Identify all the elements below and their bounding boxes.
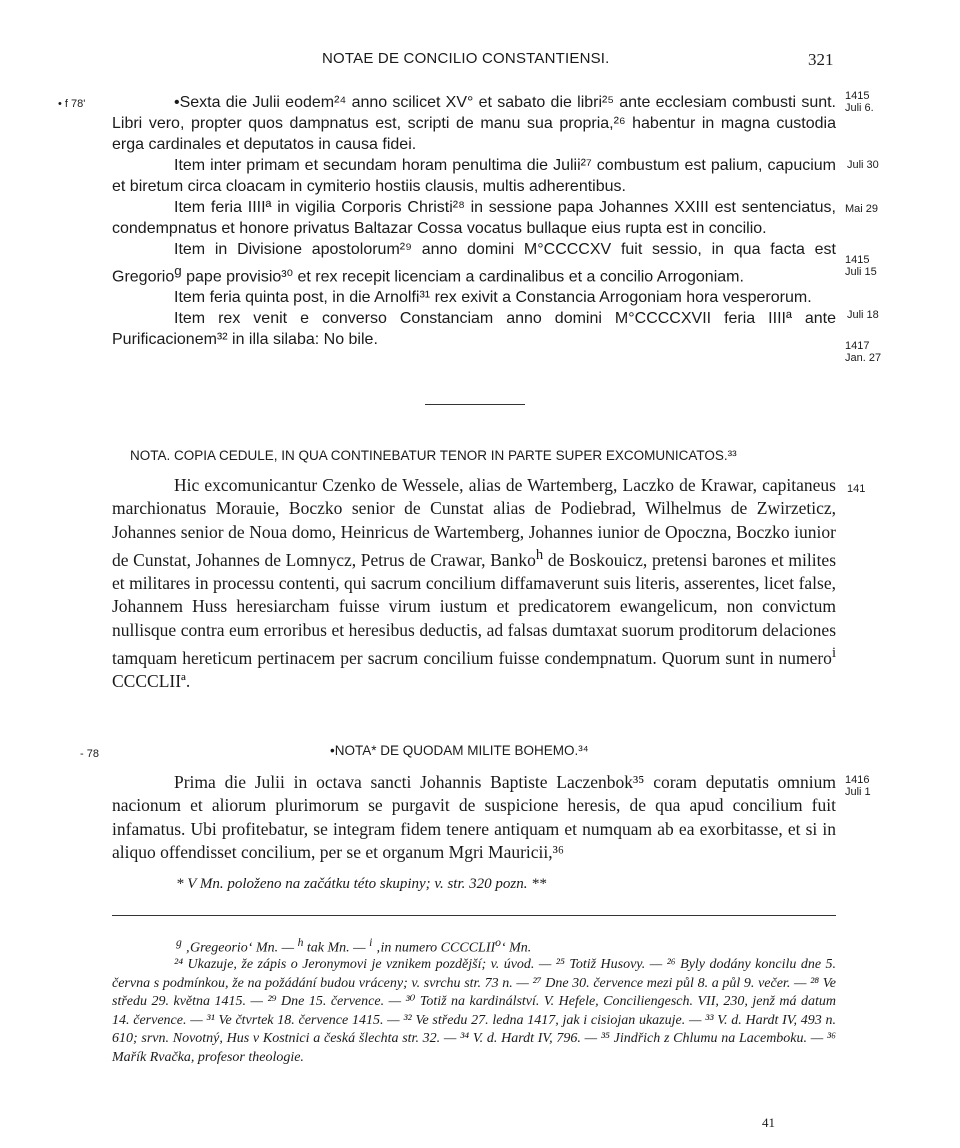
editorial-note: * V Mn. položeno na začátku této skupiny; v. str. 320 pozn. ** <box>176 876 547 892</box>
paragraph: Prima die Julii in octava sancti Johannis Baptiste Laczenbok³⁵ coram deputatis omnium nacionum et aliorum plurimorum se purgavit de suspicione heresis, de qua apud concilium fuit infamatus. Ubi profitebatur, se integram fidem tenere antiquam et numquam ab ea exorbitasse, et si in aliquo offendisset concilium, per se et organum Mgri Mauricii,³⁶ <box>112 772 836 862</box>
paragraph: •Sexta die Julii eodem²⁴ anno scilicet XV° et sabato die libri²⁵ ante ecclesiam combusti sunt. Libri vero, propter quos dampnatus est, scripti de manu sua propria,²⁶ habentur in magna custodia erga cardinales et deputatos in causa fidei. <box>112 94 836 153</box>
margin-date: Juli 18 <box>847 309 879 321</box>
paragraph: Item inter primam et secundam horam penultima die Julii²⁷ combustum est palium, capucium et biretum circa cloacam in cymiterio hostiis clausis, multis adherentibus. <box>112 157 836 195</box>
nota-heading: •NOTA* DE QUODAM MILITE BOHEMO.³⁴ <box>330 743 589 758</box>
margin-date-year: 1416 <box>845 774 870 786</box>
margin-date-year: 1415 <box>845 254 870 266</box>
footnotes: ²⁴ Ukazuje, že zápis o Jeronymovi je vznikem pozdější; v. úvod. — ²⁵ Totiž Husovy. — ²⁶ Byly dodány koncilu dne 5. června s podmínkou, že na požádání budou vráceny; v. svrchu str. 73 n. — ²⁷ Dne 30. července mezi půl 8. a půl 9. večer. — ²⁸ Ve středu 29. května 1415. — ²⁹ Dne 15. července. — ³⁰ Totiž na kardinálství. V. Hefele, Conciliengesch. VII, 230, jenž má datum 14. července. — ³¹ Ve čtvrtek 18. července 1415. — ³² Ve středu 27. ledna 1417, jak i cisiojan ukazuje. — ³³ V. d. Hardt IV, 493 n. 610; srvn. Novotný, Hus v Kostnici a česká šlechta str. 32. — ³⁴ V. d. Hardt IV, 796. — ³⁵ Jindřich z Chlumu na Lacemboku. — ³⁶ Mařík Rvačka, profesor theologie. <box>112 957 836 1065</box>
textual-apparatus: $^g$ ‚Gregeorio‘ Mn. — $^h$ tak Mn. — $^i$ ‚in numero CCCCLII$^o$‘ Mn. <box>176 936 532 956</box>
folio-mark-mid: - 78 <box>80 748 99 760</box>
footnote-rule <box>112 915 836 916</box>
margin-date: Juli 6. <box>845 102 874 114</box>
margin-date: Juli 15 <box>845 266 877 278</box>
margin-date-year: 1417 <box>845 340 870 352</box>
knight-section <box>112 771 836 864</box>
margin-date: Mai 29 <box>845 203 879 215</box>
paragraph: Item feria IIIIª in vigilia Corporis Christi²⁸ in sessione papa Johannes XXIII est sentenciatus, condempnatus et honore privatus Baltazar Cossa vocatus bullaque eius rupta est in concilio. <box>112 199 836 237</box>
paragraph: Item rex venit e converso Constanciam anno domini M°CCCCXVII feria IIIIª ante Purificacionem³² in illa silaba: No bile. <box>112 310 836 349</box>
running-header: NOTAE DE CONCILIO CONSTANTIENSI. <box>322 50 610 67</box>
margin-date-year: 1415 <box>845 90 870 102</box>
chronicle-section <box>112 92 836 350</box>
paragraph: Hic excomunicantur Czenko de Wessele, alias de Wartemberg, Laczko de Krawar, capitaneus marchionatus Morauie, Boczko senior de Cunstat alias de Podiebrad, Wilhelmus de Zwirzeticz, Johannes senior de Noua domo, Heinricus de Wartemberg, Johannes iunior de Opoczna, Boczko iunior de Cunstat, Johannes de Lomnycz, Petrus de Crawar, Banko$^h$ de Boskouicz, pretensi barones et milites et militares in processu contenti, qui sacrum concilium diffamaverunt suis literis, asserentes, licet false, Johannem Huss heresiarcham fuisse virum iustum et predicatorem ewangelicum, non convictum nullisque contra eum erroribus et heresibus deductis, ad falsas dumtaxat suorum proditorum delaciones tamquam hereticum pertinacem per sacrum concilium fuisse condempnatum. Quorum sunt in numero$^i$ CCCCLIIª. <box>112 475 837 692</box>
excommunication-section <box>112 474 836 693</box>
margin-number: 141 <box>847 483 866 495</box>
nota-heading: NOTA. COPIA CEDULE, IN QUA CONTINEBATUR TENOR IN PARTE SUPER EXCOMUNICATOS.³³ <box>130 448 737 463</box>
margin-date: Juli 30 <box>847 159 879 171</box>
folio-mark-top: • f 78' <box>58 98 86 110</box>
paragraph: Item in Divisione apostolorum²⁹ anno domini M°CCCCXV fuit sessio, in qua facta est Gregorio$^g$ pape provisio³⁰ et rex recepit licenciam a cardinalibus et a concilio Arrogoniam. <box>112 241 836 286</box>
paragraph: Item feria quinta post, in die Arnolfi³¹ rex exivit a Constancia Arrogoniam hora vesperorum. <box>174 289 812 307</box>
margin-date: Jan. 27 <box>845 352 882 364</box>
signature-number: 41 <box>762 1115 775 1130</box>
margin-date: Juli 1 <box>845 786 871 798</box>
page-number: 321 <box>808 50 834 69</box>
section-divider <box>425 404 525 405</box>
